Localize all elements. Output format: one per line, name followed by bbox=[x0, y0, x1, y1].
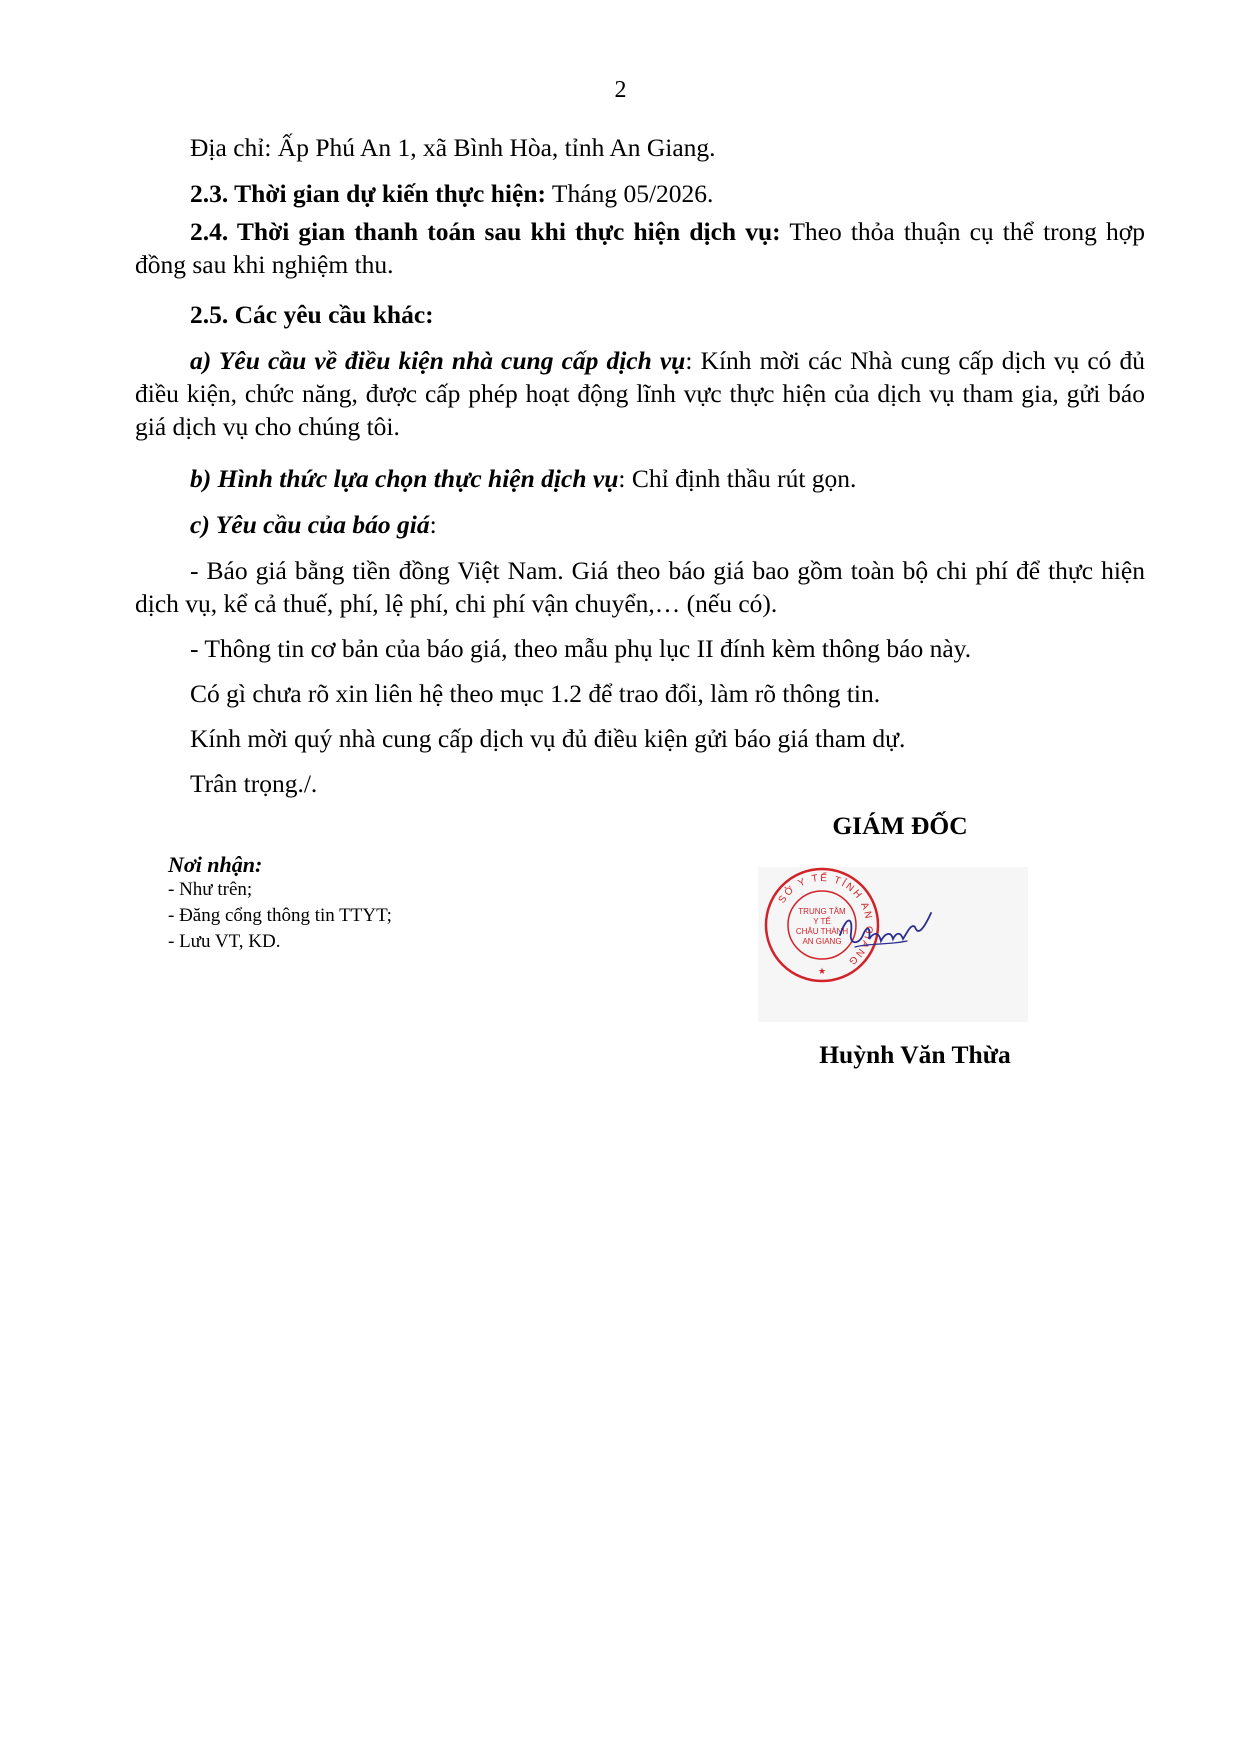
item-b-label: b) Hình thức lựa chọn thực hiện dịch vụ bbox=[190, 464, 619, 493]
svg-text:TRUNG TÂM: TRUNG TÂM bbox=[798, 907, 846, 916]
svg-text:Y TẾ: Y TẾ bbox=[813, 917, 831, 926]
item-a-label: a) Yêu cầu về điều kiện nhà cung cấp dịch vụ bbox=[190, 346, 686, 375]
item-a-text: : Kính mời các Nhà cung cấp dịch vụ có đủ điều kiện, chức năng, được cấp phép hoạt động lĩnh vực thực hiện của dịch vụ tham gia, gửi báo giá dịch vụ cho chúng tôi. bbox=[135, 346, 1145, 441]
signer-title: GIÁM ĐỐC bbox=[832, 811, 968, 840]
item-b-text: : Chỉ định thầu rút gọn. bbox=[618, 464, 857, 493]
section-2-4-label: 2.4. Thời gian thanh toán sau khi thực hiện dịch vụ: bbox=[190, 217, 781, 246]
section-2-4 bbox=[135, 215, 1145, 281]
item-c-text: : bbox=[429, 510, 437, 539]
bullet-quote-currency: - Báo giá bằng tiền đồng Việt Nam. Giá theo báo giá bao gồm toàn bộ chi phí để thực hiện dịch vụ, kể cả thuế, phí, lệ phí, chi phí vận chuyển,… (nếu có). bbox=[135, 556, 1145, 618]
section-2-3 bbox=[135, 177, 1145, 210]
item-b bbox=[135, 462, 1145, 495]
recipient-item: - Như trên; bbox=[168, 879, 253, 900]
signer-name: Huỳnh Văn Thừa bbox=[819, 1040, 1011, 1069]
item-a bbox=[135, 344, 1145, 443]
section-2-4-text: Theo thỏa thuận cụ thể trong hợp đồng sau khi nghiệm thu. bbox=[135, 217, 1146, 279]
bullet-quote-template: - Thông tin cơ bản của báo giá, theo mẫu phụ lục II đính kèm thông báo này. bbox=[190, 634, 972, 663]
signature bbox=[835, 905, 935, 965]
item-c-label: c) Yêu cầu của báo giá bbox=[190, 510, 430, 539]
section-2-5-label: 2.5. Các yêu cầu khác: bbox=[190, 300, 434, 329]
svg-text:★: ★ bbox=[817, 966, 827, 976]
closing-line: Trân trọng./. bbox=[190, 769, 318, 798]
section-2-3-label: 2.3. Thời gian dự kiến thực hiện: bbox=[190, 179, 547, 208]
page-number: 2 bbox=[614, 77, 627, 103]
svg-text:AN GIANG: AN GIANG bbox=[802, 937, 842, 946]
recipient-item: - Đăng cổng thông tin TTYT; bbox=[168, 905, 392, 926]
svg-text:SỞ Y TẾ TỈNH AN GIANG: SỞ Y TẾ TỈNH AN GIANG bbox=[776, 872, 875, 968]
invite-line: Kính mời quý nhà cung cấp dịch vụ đủ điều kiện gửi báo giá tham dự. bbox=[190, 724, 906, 753]
section-2-5 bbox=[135, 298, 1145, 331]
address-line: Địa chỉ: Ấp Phú An 1, xã Bình Hòa, tỉnh An Giang. bbox=[190, 133, 716, 162]
contact-line: Có gì chưa rõ xin liên hệ theo mục 1.2 để trao đổi, làm rõ thông tin. bbox=[190, 679, 881, 708]
recipients-title: Nơi nhận: bbox=[168, 852, 263, 877]
item-c bbox=[135, 508, 1145, 541]
section-2-3-text: Tháng 05/2026. bbox=[546, 179, 714, 208]
recipient-item: - Lưu VT, KD. bbox=[168, 931, 281, 952]
svg-text:CHÂU THÀNH: CHÂU THÀNH bbox=[795, 927, 849, 936]
